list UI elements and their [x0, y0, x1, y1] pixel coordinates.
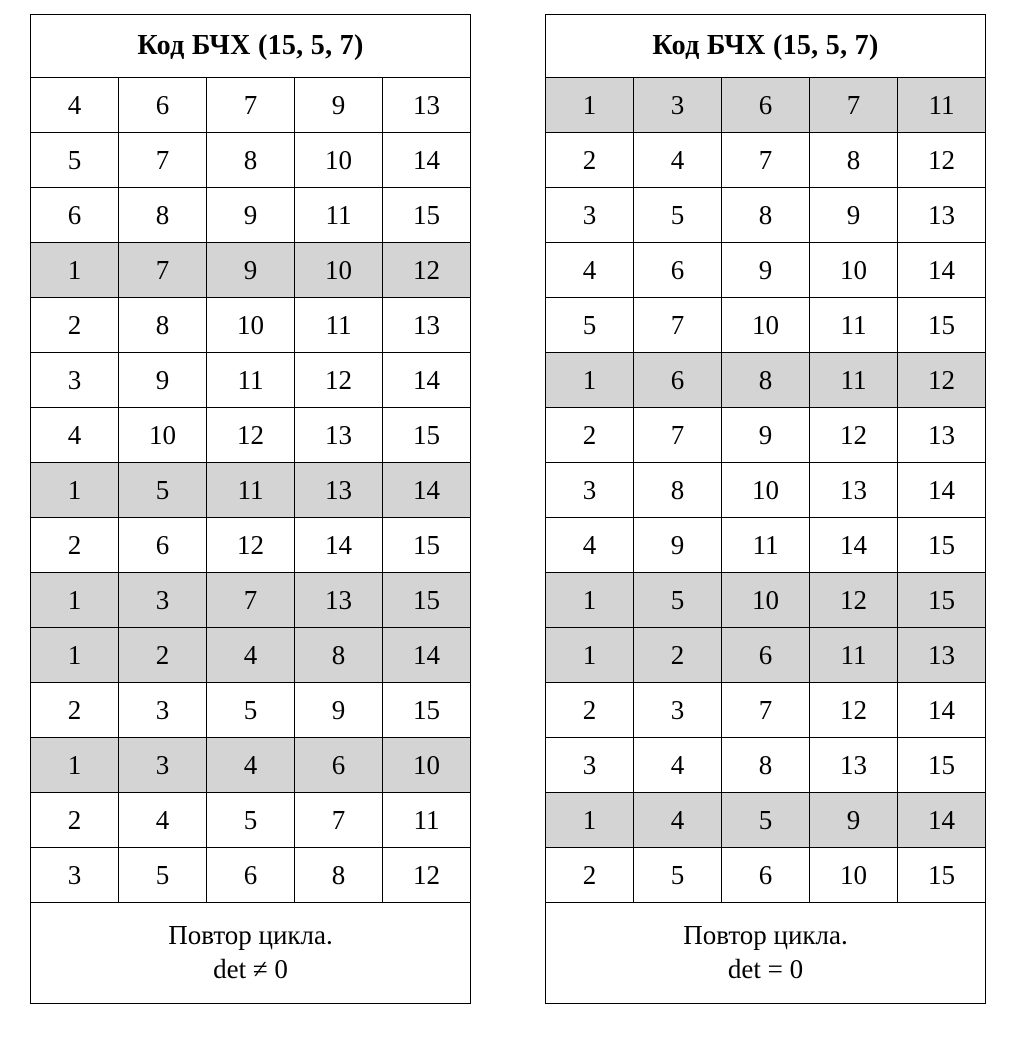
table-cell: 6 — [722, 628, 810, 683]
table-row — [546, 298, 986, 353]
table-cell: 14 — [810, 518, 898, 573]
table-cell: 15 — [898, 518, 986, 573]
table-cell: 7 — [810, 78, 898, 133]
table-cell: 5 — [634, 848, 722, 903]
table-cell: 1 — [31, 463, 119, 518]
table-cell: 8 — [295, 628, 383, 683]
table-cell: 6 — [722, 78, 810, 133]
table-cell: 15 — [898, 738, 986, 793]
table-cell: 8 — [295, 848, 383, 903]
table-cell: 4 — [546, 518, 634, 573]
table-cell: 9 — [634, 518, 722, 573]
table-row — [31, 408, 471, 463]
table-cell: 10 — [810, 243, 898, 298]
table-cell: 10 — [722, 298, 810, 353]
table-cell: 5 — [207, 793, 295, 848]
table-cell: 3 — [634, 78, 722, 133]
table-row — [546, 463, 986, 518]
table-row-highlighted — [31, 573, 471, 628]
table-row — [31, 518, 471, 573]
table-cell: 3 — [119, 738, 207, 793]
table-cell: 9 — [810, 793, 898, 848]
table-cell: 2 — [31, 298, 119, 353]
table-cell: 13 — [898, 188, 986, 243]
table-row-highlighted — [31, 738, 471, 793]
table-cell: 2 — [634, 628, 722, 683]
table-row-highlighted — [546, 573, 986, 628]
table-cell: 8 — [634, 463, 722, 518]
table-cell: 3 — [31, 353, 119, 408]
table-cell: 11 — [898, 78, 986, 133]
table-row-highlighted — [546, 628, 986, 683]
table-title: Код БЧХ (15, 5, 7) — [31, 15, 471, 78]
table-cell: 3 — [546, 188, 634, 243]
table-cell: 14 — [898, 683, 986, 738]
bch-code-table-right — [545, 14, 986, 1004]
table-cell: 8 — [722, 353, 810, 408]
table-row — [31, 848, 471, 903]
table-cell: 8 — [722, 188, 810, 243]
table-cell: 13 — [295, 408, 383, 463]
table-cell: 15 — [383, 408, 471, 463]
table-cell: 13 — [810, 463, 898, 518]
table-cell: 1 — [546, 573, 634, 628]
table-cell: 14 — [898, 793, 986, 848]
bch-code-table-left — [30, 14, 471, 1004]
table-cell: 11 — [207, 353, 295, 408]
table-row — [31, 133, 471, 188]
footer-line-2: det = 0 — [727, 954, 804, 984]
table-cell: 9 — [810, 188, 898, 243]
table-cell: 11 — [810, 353, 898, 408]
table-cell: 14 — [383, 133, 471, 188]
table-cell: 12 — [295, 353, 383, 408]
table-cell: 7 — [295, 793, 383, 848]
table-cell: 11 — [722, 518, 810, 573]
footer-line-2: det ≠ 0 — [213, 954, 288, 984]
table-cell: 9 — [722, 243, 810, 298]
table-cell: 1 — [546, 793, 634, 848]
table-cell: 12 — [810, 408, 898, 463]
table-cell: 5 — [722, 793, 810, 848]
table-cell: 4 — [634, 133, 722, 188]
footer-line-1: Повтор цикла. — [683, 920, 848, 951]
table-cell: 6 — [722, 848, 810, 903]
table-row — [546, 243, 986, 298]
table-cell: 2 — [546, 683, 634, 738]
table-cell: 14 — [383, 353, 471, 408]
table-cell: 13 — [295, 573, 383, 628]
table-cell: 2 — [546, 133, 634, 188]
table-cell: 13 — [383, 78, 471, 133]
table-cell: 1 — [546, 353, 634, 408]
table-cell: 9 — [295, 683, 383, 738]
table-header-row — [546, 15, 986, 78]
table-row — [31, 78, 471, 133]
table-cell: 7 — [119, 133, 207, 188]
table-row — [546, 408, 986, 463]
table-cell: 4 — [634, 738, 722, 793]
table-cell: 11 — [383, 793, 471, 848]
table-cell: 2 — [31, 793, 119, 848]
table-footer-row — [31, 903, 471, 1004]
table-cell: 8 — [722, 738, 810, 793]
table-cell: 10 — [295, 243, 383, 298]
table-row — [546, 683, 986, 738]
table-cell: 14 — [898, 463, 986, 518]
table-cell: 6 — [119, 78, 207, 133]
table-cell: 7 — [722, 683, 810, 738]
table-cell: 11 — [207, 463, 295, 518]
footer-line-1: Повтор цикла. — [168, 920, 333, 951]
table-cell: 9 — [207, 243, 295, 298]
table-cell: 3 — [546, 738, 634, 793]
table-cell: 7 — [722, 133, 810, 188]
table-row — [546, 133, 986, 188]
table-cell: 12 — [383, 848, 471, 903]
table-cell: 12 — [810, 573, 898, 628]
table-cell: 4 — [207, 738, 295, 793]
table-cell: 12 — [383, 243, 471, 298]
table-cell: 4 — [207, 628, 295, 683]
table-cell: 9 — [207, 188, 295, 243]
table-row-highlighted — [31, 628, 471, 683]
table-cell: 14 — [383, 628, 471, 683]
table-cell: 2 — [546, 848, 634, 903]
table-cell: 14 — [295, 518, 383, 573]
table-cell: 1 — [31, 243, 119, 298]
table-cell: 12 — [898, 353, 986, 408]
table-cell: 2 — [546, 408, 634, 463]
table-cell: 8 — [810, 133, 898, 188]
table-cell: 10 — [207, 298, 295, 353]
table-cell: 9 — [722, 408, 810, 463]
table-cell: 1 — [31, 628, 119, 683]
table-cell: 3 — [546, 463, 634, 518]
table-cell: 11 — [295, 188, 383, 243]
table-row — [31, 793, 471, 848]
table-cell: 1 — [546, 628, 634, 683]
table-row-highlighted — [31, 463, 471, 518]
table-cell: 15 — [898, 573, 986, 628]
table-cell: 4 — [31, 78, 119, 133]
table-wrapper-left — [30, 14, 471, 1004]
table-cell: 4 — [119, 793, 207, 848]
table-cell: 9 — [295, 78, 383, 133]
table-cell: 6 — [31, 188, 119, 243]
table-cell: 11 — [810, 298, 898, 353]
table-cell: 10 — [383, 738, 471, 793]
table-cell: 11 — [810, 628, 898, 683]
table-cell: 5 — [207, 683, 295, 738]
table-cell: 8 — [207, 133, 295, 188]
table-cell: 1 — [546, 78, 634, 133]
table-row-highlighted — [31, 243, 471, 298]
table-row — [31, 353, 471, 408]
table-row — [546, 188, 986, 243]
table-cell: 13 — [810, 738, 898, 793]
table-cell: 7 — [207, 573, 295, 628]
table-cell: 12 — [207, 408, 295, 463]
table-cell: 10 — [722, 573, 810, 628]
table-cell: 14 — [898, 243, 986, 298]
table-cell: 7 — [207, 78, 295, 133]
table-cell: 13 — [295, 463, 383, 518]
table-row — [546, 518, 986, 573]
table-cell: 10 — [295, 133, 383, 188]
table-cell: 7 — [119, 243, 207, 298]
table-cell: 7 — [634, 408, 722, 463]
table-cell: 10 — [722, 463, 810, 518]
table-cell: 15 — [383, 188, 471, 243]
table-cell: 15 — [383, 518, 471, 573]
table-cell: 2 — [31, 518, 119, 573]
table-cell: 12 — [898, 133, 986, 188]
table-footer-row — [546, 903, 986, 1004]
table-cell: 14 — [383, 463, 471, 518]
table-row — [31, 298, 471, 353]
table-cell: 15 — [898, 848, 986, 903]
table-row-highlighted — [546, 353, 986, 408]
table-row — [31, 188, 471, 243]
table-cell: 13 — [898, 408, 986, 463]
table-cell: 12 — [207, 518, 295, 573]
table-cell: 5 — [119, 848, 207, 903]
table-row — [546, 848, 986, 903]
table-cell: 7 — [634, 298, 722, 353]
table-cell: 10 — [119, 408, 207, 463]
table-cell: 6 — [295, 738, 383, 793]
table-cell: 8 — [119, 188, 207, 243]
table-cell: 13 — [898, 628, 986, 683]
table-row — [31, 683, 471, 738]
table-cell: 1 — [31, 573, 119, 628]
table-cell: 5 — [119, 463, 207, 518]
table-cell: 2 — [119, 628, 207, 683]
table-cell: 12 — [810, 683, 898, 738]
table-cell: 1 — [31, 738, 119, 793]
table-cell: 13 — [383, 298, 471, 353]
table-cell: 2 — [31, 683, 119, 738]
table-cell: 9 — [119, 353, 207, 408]
table-cell: 10 — [810, 848, 898, 903]
table-cell: 5 — [546, 298, 634, 353]
table-cell: 4 — [546, 243, 634, 298]
table-row-highlighted — [546, 78, 986, 133]
table-cell: 3 — [119, 573, 207, 628]
table-footer-note — [31, 903, 471, 1004]
table-cell: 15 — [383, 573, 471, 628]
table-cell: 6 — [119, 518, 207, 573]
table-cell: 5 — [634, 573, 722, 628]
table-cell: 3 — [634, 683, 722, 738]
table-cell: 8 — [119, 298, 207, 353]
table-cell: 11 — [295, 298, 383, 353]
table-cell: 6 — [207, 848, 295, 903]
table-cell: 4 — [634, 793, 722, 848]
table-cell: 3 — [119, 683, 207, 738]
table-title: Код БЧХ (15, 5, 7) — [546, 15, 986, 78]
table-cell: 5 — [31, 133, 119, 188]
table-cell: 6 — [634, 353, 722, 408]
table-cell: 4 — [31, 408, 119, 463]
table-row-highlighted — [546, 793, 986, 848]
table-cell: 6 — [634, 243, 722, 298]
table-cell: 5 — [634, 188, 722, 243]
table-row — [546, 738, 986, 793]
table-header-row — [31, 15, 471, 78]
table-cell: 3 — [31, 848, 119, 903]
table-footer-note — [546, 903, 986, 1004]
table-cell: 15 — [383, 683, 471, 738]
table-wrapper-right — [545, 14, 986, 1004]
table-cell: 15 — [898, 298, 986, 353]
